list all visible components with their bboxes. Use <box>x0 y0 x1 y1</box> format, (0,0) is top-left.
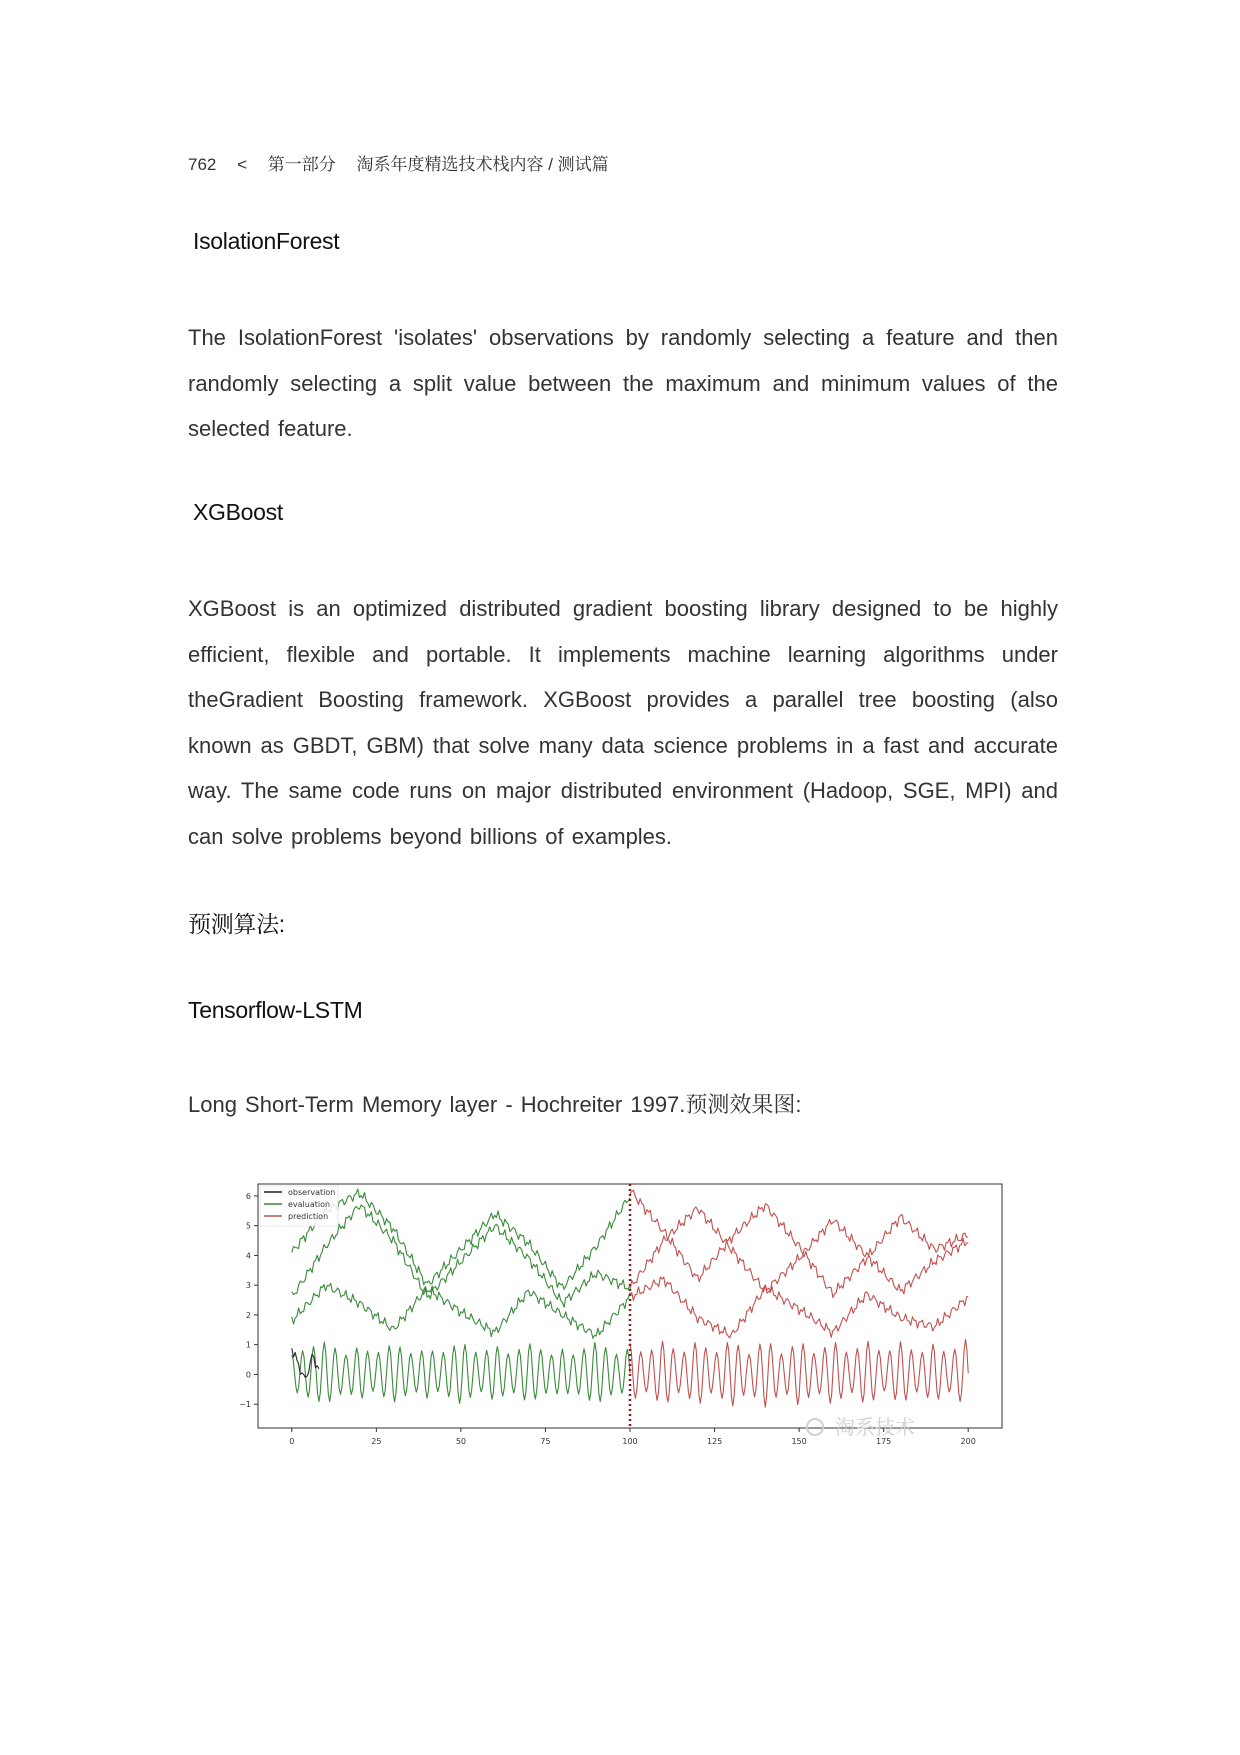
y-tick-label: 3 <box>245 1281 251 1291</box>
running-header <box>188 150 625 175</box>
tensorflow-lstm-heading: Tensorflow-LSTM <box>188 997 363 1023</box>
y-tick-label: 4 <box>245 1251 251 1261</box>
legend-label: evaluation <box>288 1200 331 1209</box>
xgboost-paragraph: XGBoost is an optimized distributed gradient boosting library designed to be highly efficient, flexible and portable. It implements machine learning algorithms under theGradient Boosting framework. XGBoost provides a parallel tree boosting (also known as GBDT, GBM) that solve many data science problems in a fast and accurate way. The same code runs on major distributed environment (Hadoop, SGE, MPI) and can solve problems beyond billions of examples. <box>188 596 1058 849</box>
y-tick-label: 5 <box>245 1221 251 1231</box>
xgboost-heading: XGBoost <box>193 499 283 525</box>
x-tick-label: 100 <box>622 1437 638 1446</box>
x-tick-label: 75 <box>540 1437 551 1446</box>
header-book-title: 淘系年度精选技术栈内容 / 测试篇 <box>356 155 609 174</box>
x-tick-label: 175 <box>875 1437 892 1446</box>
legend-label: observation <box>288 1188 336 1197</box>
legend-label: prediction <box>288 1212 329 1221</box>
x-tick-label: 0 <box>289 1437 295 1446</box>
header-part: 第一部分 <box>267 155 336 174</box>
lstm-caption: Long Short-Term Memory layer - Hochreiter 1997.预测效果图: <box>188 1092 802 1117</box>
prediction-algorithms-heading: 预测算法: <box>188 911 285 937</box>
watermark-text: 淘系技术 <box>835 1415 915 1439</box>
x-tick-label: 150 <box>791 1437 807 1446</box>
x-tick-label: 200 <box>960 1437 976 1446</box>
y-tick-label: 6 <box>245 1191 251 1201</box>
y-tick-label: 0 <box>245 1370 251 1380</box>
x-tick-label: 125 <box>706 1437 723 1446</box>
page-number: 762 <box>188 155 217 174</box>
isolationforest-heading: IsolationForest <box>193 228 340 254</box>
x-tick-label: 50 <box>455 1437 467 1446</box>
isolationforest-paragraph: The IsolationForest 'isolates' observations by randomly selecting a feature and then randomly selecting a split value between the maximum and minimum values of the selected feature. <box>188 325 1058 441</box>
y-tick-label: 1 <box>245 1340 251 1350</box>
y-tick-label: 2 <box>245 1310 251 1320</box>
x-tick-label: 25 <box>371 1437 382 1446</box>
y-tick-label: −1 <box>239 1400 251 1410</box>
header-separator: < <box>237 155 248 174</box>
chart-svg <box>225 1180 1025 1460</box>
lstm-prediction-chart <box>225 1180 1025 1460</box>
